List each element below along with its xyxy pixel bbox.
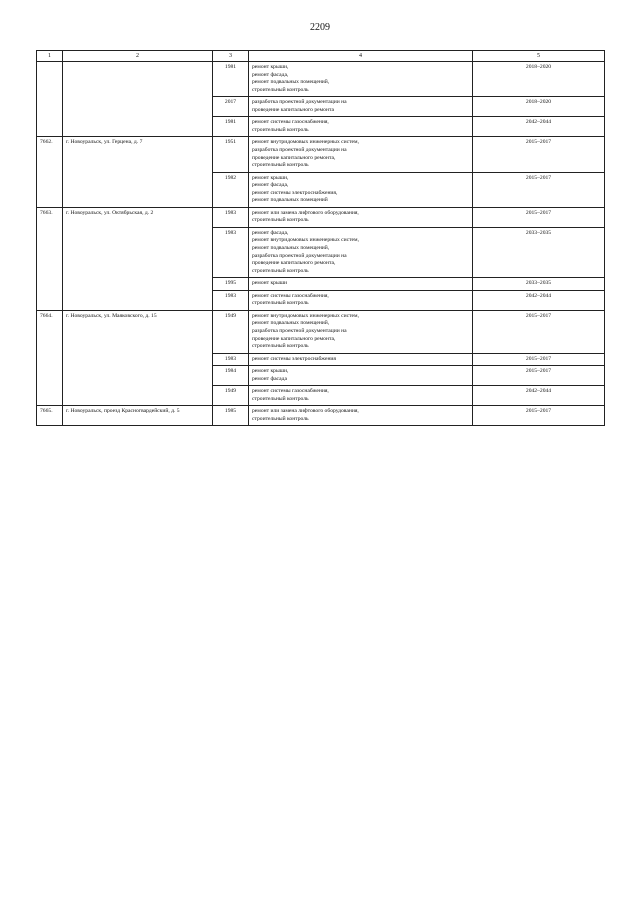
work-cell: ремонт крыши, ремонт фасада xyxy=(249,366,473,386)
work-cell: ремонт крыши, ремонт фасада, ремонт подвальных помещений, строительный контроль xyxy=(249,62,473,97)
table-row xyxy=(37,406,605,426)
period-cell: 2015–2017 xyxy=(473,310,605,353)
work-cell: ремонт внутридомовых инженерных систем, ремонт подвальных помещений, разработка проектной документации на проведение капитального ремонта, строительный контроль xyxy=(249,310,473,353)
work-cell: ремонт фасада, ремонт внутридомовых инженерных систем, ремонт подвальных помещений, разработка проектной документации на проведение капитального ремонта, строительный контроль xyxy=(249,227,473,277)
work-cell: ремонт системы газоснабжения, строительный контроль xyxy=(249,290,473,310)
address-cell: г. Новоуральск, ул. Маяковского, д. 15 xyxy=(63,310,213,405)
column-header-4: 4 xyxy=(249,51,473,62)
row-number: 7665. xyxy=(37,406,63,426)
year-cell: 1983 xyxy=(213,207,249,227)
work-cell: ремонт или замена лифтового оборудования, строительный контроль xyxy=(249,406,473,426)
period-cell: 2042–2044 xyxy=(473,290,605,310)
address-cell: г. Новоуральск, проезд Красногвардейский, д. 5 xyxy=(63,406,213,426)
row-number: 7664. xyxy=(37,310,63,405)
period-cell: 2042–2044 xyxy=(473,386,605,406)
year-cell: 1981 xyxy=(213,62,249,97)
year-cell: 1983 xyxy=(213,290,249,310)
year-cell: 1982 xyxy=(213,172,249,207)
period-cell: 2018–2020 xyxy=(473,97,605,117)
period-cell: 2015–2017 xyxy=(473,353,605,366)
row-number: 7662. xyxy=(37,137,63,207)
period-cell: 2015–2017 xyxy=(473,207,605,227)
page-number: 2209 xyxy=(310,22,330,33)
table-row xyxy=(37,310,605,353)
year-cell: 1981 xyxy=(213,117,249,137)
work-cell: разработка проектной документации на проведение капитального ремонта xyxy=(249,97,473,117)
address-cell: г. Новоуральск, ул. Октябрьская, д. 2 xyxy=(63,207,213,310)
column-header-2: 2 xyxy=(63,51,213,62)
year-cell: 1985 xyxy=(213,406,249,426)
work-cell: ремонт крыши, ремонт фасада, ремонт системы электроснабжения, ремонт подвальных помещений xyxy=(249,172,473,207)
year-cell: 2017 xyxy=(213,97,249,117)
period-cell: 2033–2035 xyxy=(473,278,605,291)
period-cell: 2018–2020 xyxy=(473,62,605,97)
year-cell: 1949 xyxy=(213,386,249,406)
column-header-5: 5 xyxy=(473,51,605,62)
period-cell: 2033–2035 xyxy=(473,227,605,277)
period-cell: 2015–2017 xyxy=(473,366,605,386)
work-cell: ремонт внутридомовых инженерных систем, разработка проектной документации на проведение капитального ремонта, строительный контроль xyxy=(249,137,473,172)
period-cell: 2015–2017 xyxy=(473,172,605,207)
address-cell xyxy=(63,62,213,137)
year-cell: 1951 xyxy=(213,137,249,172)
year-cell: 1995 xyxy=(213,278,249,291)
period-cell: 2042–2044 xyxy=(473,117,605,137)
year-cell: 1984 xyxy=(213,366,249,386)
table-row xyxy=(37,62,605,97)
repair-schedule-table xyxy=(36,50,605,426)
header-row xyxy=(37,51,605,62)
year-cell: 1949 xyxy=(213,310,249,353)
work-cell: ремонт системы газоснабжения, строительный контроль xyxy=(249,386,473,406)
address-cell: г. Новоуральск, ул. Герцена, д. 7 xyxy=(63,137,213,207)
work-cell: ремонт крыши xyxy=(249,278,473,291)
column-header-1: 1 xyxy=(37,51,63,62)
period-cell: 2015–2017 xyxy=(473,137,605,172)
period-cell: 2015–2017 xyxy=(473,406,605,426)
row-number xyxy=(37,62,63,137)
table-row xyxy=(37,207,605,227)
year-cell: 1983 xyxy=(213,353,249,366)
column-header-3: 3 xyxy=(213,51,249,62)
work-cell: ремонт системы электроснабжения xyxy=(249,353,473,366)
year-cell: 1983 xyxy=(213,227,249,277)
work-cell: ремонт или замена лифтового оборудования, строительный контроль xyxy=(249,207,473,227)
work-cell: ремонт системы газоснабжения, строительный контроль xyxy=(249,117,473,137)
table-row xyxy=(37,137,605,172)
row-number: 7663. xyxy=(37,207,63,310)
